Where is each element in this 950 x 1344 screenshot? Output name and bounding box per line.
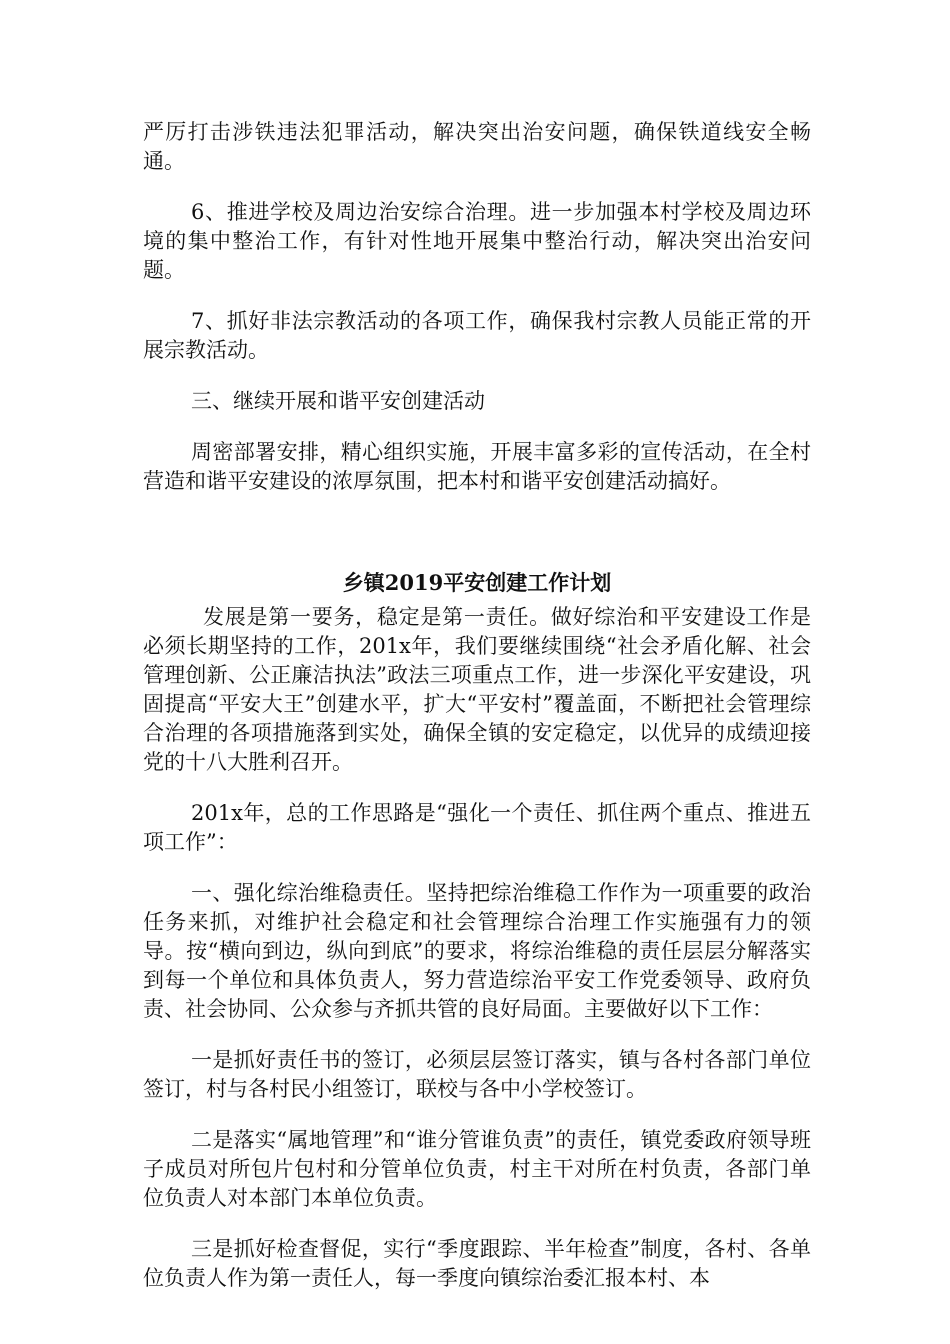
section-gap	[143, 518, 811, 568]
paragraph-point-one: 一是抓好责任书的签订，必须层层签订落实，镇与各村各部门单位签订，村与各村民小组签订，联校与各中小学校签订。	[143, 1048, 811, 1101]
paragraph-item-6: 6、推进学校及周边治安综合治理。进一步加强本村学校及周边环境的集中整治工作，有针对性地开展集中整治行动，解决突出治安问题。	[143, 200, 811, 282]
paragraph-section-one: 一、强化综治维稳责任。坚持把综治维稳工作作为一项重要的政治任务来抓，对维护社会稳定和社会管理综合治理工作实施强有力的领导。按“横向到边，纵向到底”的要求，将综治维稳的责任层层分解落实到每一个单位和具体负责人，努力营造综治平安工作党委领导、政府负责、社会协同、公众参与齐抓共管的良好局面。主要做好以下工作：	[143, 881, 811, 1021]
document-page	[143, 118, 811, 1315]
document-title: 乡镇2019平安创建工作计划	[342, 570, 612, 595]
paragraph-section-three-body: 周密部署安排，精心组织实施，开展丰富多彩的宣传活动，在全村营造和谐平安建设的浓厚氛围，把本村和谐平安创建活动搞好。	[143, 440, 811, 493]
paragraph-point-two: 二是落实“属地管理”和“谁分管谁负责”的责任，镇党委政府领导班子成员对所包片包村和分管单位负责，村主干对所在村负责，各部门单位负责人对本部门本单位负责。	[143, 1128, 811, 1210]
paragraph-continuation: 严厉打击涉铁违法犯罪活动，解决突出治安问题，确保铁道线安全畅通。	[143, 120, 811, 173]
paragraph-work-idea: 201x年，总的工作思路是“强化一个责任、抓住两个重点、推进五项工作”：	[143, 801, 811, 854]
paragraph-item-7: 7、抓好非法宗教活动的各项工作，确保我村宗教人员能正常的开展宗教活动。	[143, 309, 811, 362]
section-heading-three: 三、继续开展和谐平安创建活动	[191, 389, 485, 413]
paragraph-point-three: 三是抓好检查督促，实行“季度跟踪、半年检查”制度，各村、各单位负责人作为第一责任人，每一季度向镇综治委汇报本村、本	[143, 1237, 811, 1290]
paragraph-intro: 发展是第一要务，稳定是第一责任。做好综治和平安建设工作是必须长期坚持的工作，201x年，我们要继续围绕“社会矛盾化解、社会管理创新、公正廉洁执法”政法三项重点工作，进一步深化平安建设，巩固提高“平安大王”创建水平，扩大“平安村”覆盖面，不断把社会管理综合治理的各项措施落到实处，确保全镇的安定稳定，以优异的成绩迎接党的十八大胜利召开。	[143, 605, 811, 774]
